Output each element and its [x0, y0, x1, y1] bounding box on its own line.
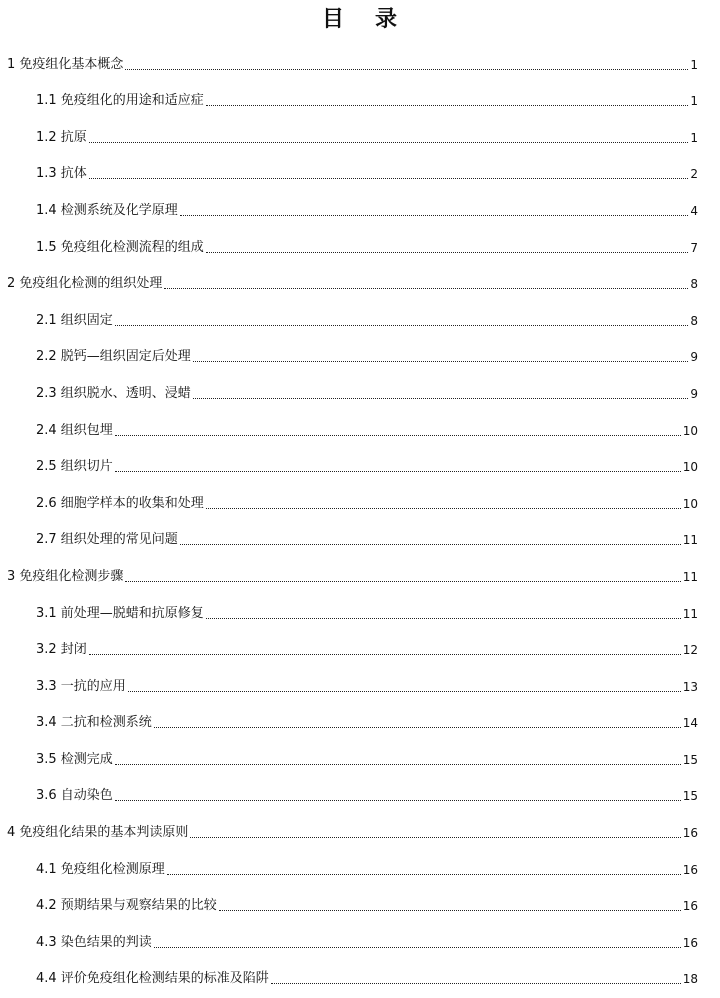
toc-section-entry[interactable]	[0, 296, 720, 333]
toc-page-number: 16	[682, 935, 698, 950]
toc-entry-label: 2.3 组织脱水、透明、浸蜡	[36, 385, 191, 401]
toc-entry-label: 3.3 一抗的应用	[36, 678, 126, 694]
title-char-2: 录	[375, 7, 399, 32]
page-title	[0, 6, 720, 34]
toc-entry-label: 3.6 自动染色	[36, 788, 113, 804]
toc-entry-label: 3.1 前处理—脱蜡和抗原修复	[36, 605, 204, 621]
toc-section-entry[interactable]	[0, 186, 720, 223]
toc-page-number: 7	[690, 240, 698, 255]
toc-dot-leader	[125, 581, 680, 582]
toc-entry-label: 4 免疫组化结果的基本判读原则	[7, 825, 189, 841]
toc-entry-label: 1 免疫组化基本概念	[7, 56, 124, 72]
toc-section-entry[interactable]	[0, 845, 720, 882]
toc-entry-label: 3 免疫组化检测步骤	[7, 568, 124, 584]
toc-dot-leader	[115, 325, 689, 326]
toc-page-number: 9	[690, 350, 698, 365]
toc-section-entry[interactable]	[0, 77, 720, 114]
toc-section-entry[interactable]	[0, 772, 720, 809]
toc-section-entry[interactable]	[0, 662, 720, 699]
toc-entry-label: 4.1 免疫组化检测原理	[36, 861, 165, 877]
toc-page-number: 1	[690, 57, 698, 72]
toc-section-entry[interactable]	[0, 113, 720, 150]
toc-section-entry[interactable]	[0, 955, 720, 992]
toc-dot-leader	[115, 800, 681, 801]
toc-section-entry[interactable]	[0, 443, 720, 480]
toc-dot-leader	[89, 178, 689, 179]
toc-dot-leader	[219, 910, 681, 911]
toc-page-number: 13	[682, 679, 698, 694]
toc-page-number: 10	[682, 460, 698, 475]
toc-page-number: 15	[682, 752, 698, 767]
toc-entry-label: 2.1 组织固定	[36, 312, 113, 328]
toc-dot-leader	[115, 471, 681, 472]
toc-dot-leader	[128, 691, 681, 692]
toc-chapter-entry[interactable]	[0, 808, 720, 845]
toc-page-number: 1	[690, 94, 698, 109]
toc-page-number: 14	[682, 716, 698, 731]
toc-dot-leader	[180, 544, 681, 545]
toc-dot-leader	[180, 215, 689, 216]
toc-entry-label: 2.7 组织处理的常见问题	[36, 532, 178, 548]
toc-page-number: 12	[682, 643, 698, 658]
toc-entry-label: 3.4 二抗和检测系统	[36, 715, 152, 731]
toc-section-entry[interactable]	[0, 589, 720, 626]
toc-entry-label: 2 免疫组化检测的组织处理	[7, 276, 163, 292]
toc-page-number: 15	[682, 789, 698, 804]
toc-section-entry[interactable]	[0, 333, 720, 370]
toc-page-number: 18	[682, 972, 698, 987]
toc-entry-label: 2.2 脱钙—组织固定后处理	[36, 349, 191, 365]
toc-dot-leader	[206, 252, 689, 253]
toc-dot-leader	[167, 874, 681, 875]
toc-page-number: 16	[682, 862, 698, 877]
toc-section-entry[interactable]	[0, 150, 720, 187]
toc-entry-label: 3.2 封闭	[36, 642, 87, 658]
toc-page-number: 8	[690, 313, 698, 328]
toc-page-number: 10	[682, 423, 698, 438]
toc-dot-leader	[193, 398, 689, 399]
toc-entry-label: 1.4 检测系统及化学原理	[36, 202, 178, 218]
toc-entry-label: 4.3 染色结果的判读	[36, 934, 152, 950]
toc-dot-leader	[154, 947, 681, 948]
toc-section-entry[interactable]	[0, 626, 720, 663]
toc-dot-leader	[115, 764, 681, 765]
toc-entry-label: 4.2 预期结果与观察结果的比较	[36, 898, 217, 914]
toc-page-number: 11	[682, 533, 698, 548]
toc-page-number: 11	[682, 606, 698, 621]
toc-page-number: 2	[690, 167, 698, 182]
toc-dot-leader	[125, 69, 688, 70]
toc-dot-leader	[206, 618, 681, 619]
toc-entry-label: 1.2 抗原	[36, 129, 87, 145]
toc-dot-leader	[89, 654, 681, 655]
toc-entry-label: 1.5 免疫组化检测流程的组成	[36, 239, 204, 255]
table-of-contents	[0, 40, 720, 991]
toc-dot-leader	[190, 837, 680, 838]
toc-section-entry[interactable]	[0, 479, 720, 516]
toc-entry-label: 2.6 细胞学样本的收集和处理	[36, 495, 204, 511]
toc-entry-label: 3.5 检测完成	[36, 751, 113, 767]
toc-entry-label: 1.1 免疫组化的用途和适应症	[36, 93, 204, 109]
toc-entry-label: 1.3 抗体	[36, 166, 87, 182]
toc-dot-leader	[206, 508, 681, 509]
toc-dot-leader	[206, 105, 689, 106]
toc-dot-leader	[164, 288, 688, 289]
toc-chapter-entry[interactable]	[0, 552, 720, 589]
toc-page-number: 10	[682, 496, 698, 511]
toc-chapter-entry[interactable]	[0, 40, 720, 77]
toc-entry-label: 4.4 评价免疫组化检测结果的标准及陷阱	[36, 971, 269, 987]
toc-section-entry[interactable]	[0, 516, 720, 553]
toc-chapter-entry[interactable]	[0, 260, 720, 297]
toc-section-entry[interactable]	[0, 918, 720, 955]
toc-entry-label: 2.5 组织切片	[36, 459, 113, 475]
toc-section-entry[interactable]	[0, 882, 720, 919]
title-char-1: 目	[321, 7, 345, 32]
toc-dot-leader	[89, 142, 689, 143]
toc-entry-label: 2.4 组织包埋	[36, 422, 113, 438]
toc-page-number: 11	[682, 569, 698, 584]
toc-page-number: 8	[690, 277, 698, 292]
toc-page-number: 1	[690, 130, 698, 145]
toc-page-number: 9	[690, 386, 698, 401]
toc-dot-leader	[115, 435, 681, 436]
toc-section-entry[interactable]	[0, 699, 720, 736]
toc-dot-leader	[193, 361, 689, 362]
toc-section-entry[interactable]	[0, 223, 720, 260]
toc-page-number: 4	[690, 203, 698, 218]
toc-page-number: 16	[682, 826, 698, 841]
toc-dot-leader	[154, 727, 681, 728]
toc-dot-leader	[271, 983, 681, 984]
toc-section-entry[interactable]	[0, 406, 720, 443]
toc-section-entry[interactable]	[0, 735, 720, 772]
toc-page-number: 16	[682, 899, 698, 914]
toc-section-entry[interactable]	[0, 369, 720, 406]
